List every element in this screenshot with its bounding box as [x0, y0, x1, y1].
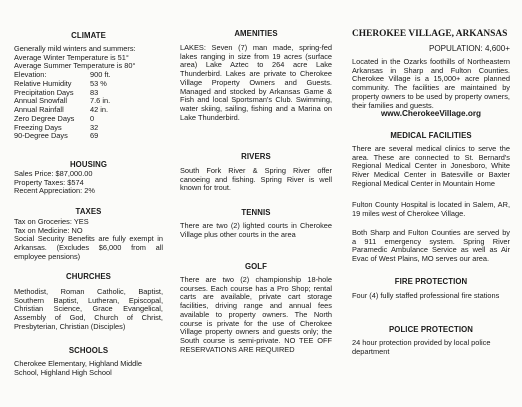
climate-section [14, 45, 163, 141]
climate-row: Precipitation Days 83 [14, 87, 99, 97]
tax-medicine: Tax on Medicine: NO [14, 225, 83, 235]
medical-text-2: Fulton County Hospital is located in Salem, AR, 19 miles west of Cherokee Village. [352, 200, 510, 218]
schools-text: Cherokee Elementary, Highland Middle School, Highland High School [14, 359, 143, 377]
population: POPULATION: 4,600+ [428, 44, 510, 53]
amenities-text: LAKES: Seven (7) man made, spring-fed lakes ranging in size from 19 acres (surface area) Lake Aztec to 264 acre Lake Thunderbird. Lakes are private to Cherokee Village Property Owners and Guests. Managed and stocked by Arkansas Game & Fish and local Sportsman's Club. Swimming, water skiing, sailing, fishing and a Marina on Lake Thunderbird. [180, 43, 332, 122]
amenities-heading: AMENITIES [234, 29, 278, 38]
golf-text: There are two (2) championship 18-hole courses. Each course has a Pro Shop; rental carts are available, private cart storage facilities, driving range and annual fees available to property owners. The North course is private for the use of Cherokee Village property owners and guests only; the South course is semi-private. NO TEE OFF RESERVATIONS ARE REQUIRED [180, 275, 332, 354]
climate-row: Average Summer Temperature is 80° [14, 61, 136, 71]
climate-row: Average Winter Temperature is 51° [14, 52, 129, 62]
taxes-section [14, 218, 163, 262]
climate-row: Relative Humidity 53 % [14, 78, 107, 88]
fire-text: Four (4) fully staffed professional fire stations [352, 291, 500, 300]
fire-heading: FIRE PROTECTION [394, 277, 468, 286]
rivers-heading: RIVERS [241, 152, 271, 161]
golf-heading: GOLF [244, 262, 268, 271]
climate-row: Annual Rainfall 42 in. [14, 105, 109, 115]
climate-row: Elevation: 900 ft. [14, 70, 111, 80]
police-text: 24 hour protection provided by local police department [352, 338, 491, 356]
medical-text-3: Both Sharp and Fulton Counties are served by a 911 emergency system. Spring River Paramedic Ambulance Service as well as Air Evac of West Plains, MO serves our area. [352, 228, 510, 264]
city-description: Located in the Ozarks foothills of Northeastern Arkansas in Sharp and Fulton Counties. Cherokee Village is a 15,000+ acre planned community. The facilities are maintained by property owners to be used by property owners, their families and guests. [352, 57, 510, 110]
housing-taxes: Property Taxes: $574 [14, 177, 84, 187]
churches-heading: CHURCHES [66, 272, 111, 281]
police-heading: POLICE PROTECTION [388, 325, 473, 334]
housing-section [14, 170, 163, 196]
climate-row: Annual Snowfall 7.6 in. [14, 96, 111, 106]
climate-row: Freezing Days 32 [14, 122, 99, 132]
climate-intro: Generally mild winters and summers: [14, 44, 136, 53]
climate-heading: CLIMATE [71, 31, 106, 40]
housing-price: Sales Price: $87,000.00 [14, 169, 93, 178]
city-name: CHEROKEE VILLAGE, ARKANSAS [352, 29, 508, 39]
climate-row: Zero Degree Days 0 [14, 113, 95, 123]
medical-heading: MEDICAL FACILITIES [390, 131, 472, 140]
medical-text-1: There are several medical clinics to serve the area. These are connected to St. Bernard's Regional Medical Center in Jonesboro, White River Medical Center in Batesville or Baxter Regional Medical Center in Mountain Home [352, 144, 510, 188]
schools-heading: SCHOOLS [68, 346, 109, 355]
churches-text: Methodist, Roman Catholic, Baptist, Southern Baptist, Lutheran, Episcopal, Christian Science, Grace Evangelical, Assembly of God, Church of Christ, Presbyterian, Christian (Disciples) [14, 287, 163, 331]
tax-social-security: Social Security Benefits are fully exempt in Arkansas. (Excludes $6,000 from all employee pensions) [14, 234, 163, 261]
rivers-text: South Fork River & Spring River offer canoeing and fishing. Spring River is well known for trout. [180, 166, 332, 193]
tennis-text: There are two (2) lighted courts in Cherokee Village plus other courts in the area [180, 221, 332, 239]
housing-heading: HOUSING [69, 160, 108, 169]
housing-appreciation: Recent Appreciation: 2% [14, 186, 95, 196]
taxes-heading: TAXES [75, 207, 102, 216]
climate-row: 90-Degree Days 69 [14, 131, 99, 141]
tennis-heading: TENNIS [241, 208, 271, 217]
tax-groceries: Tax on Groceries: YES [14, 217, 89, 226]
website-link[interactable]: www.CherokeeVillage.org [380, 109, 482, 118]
